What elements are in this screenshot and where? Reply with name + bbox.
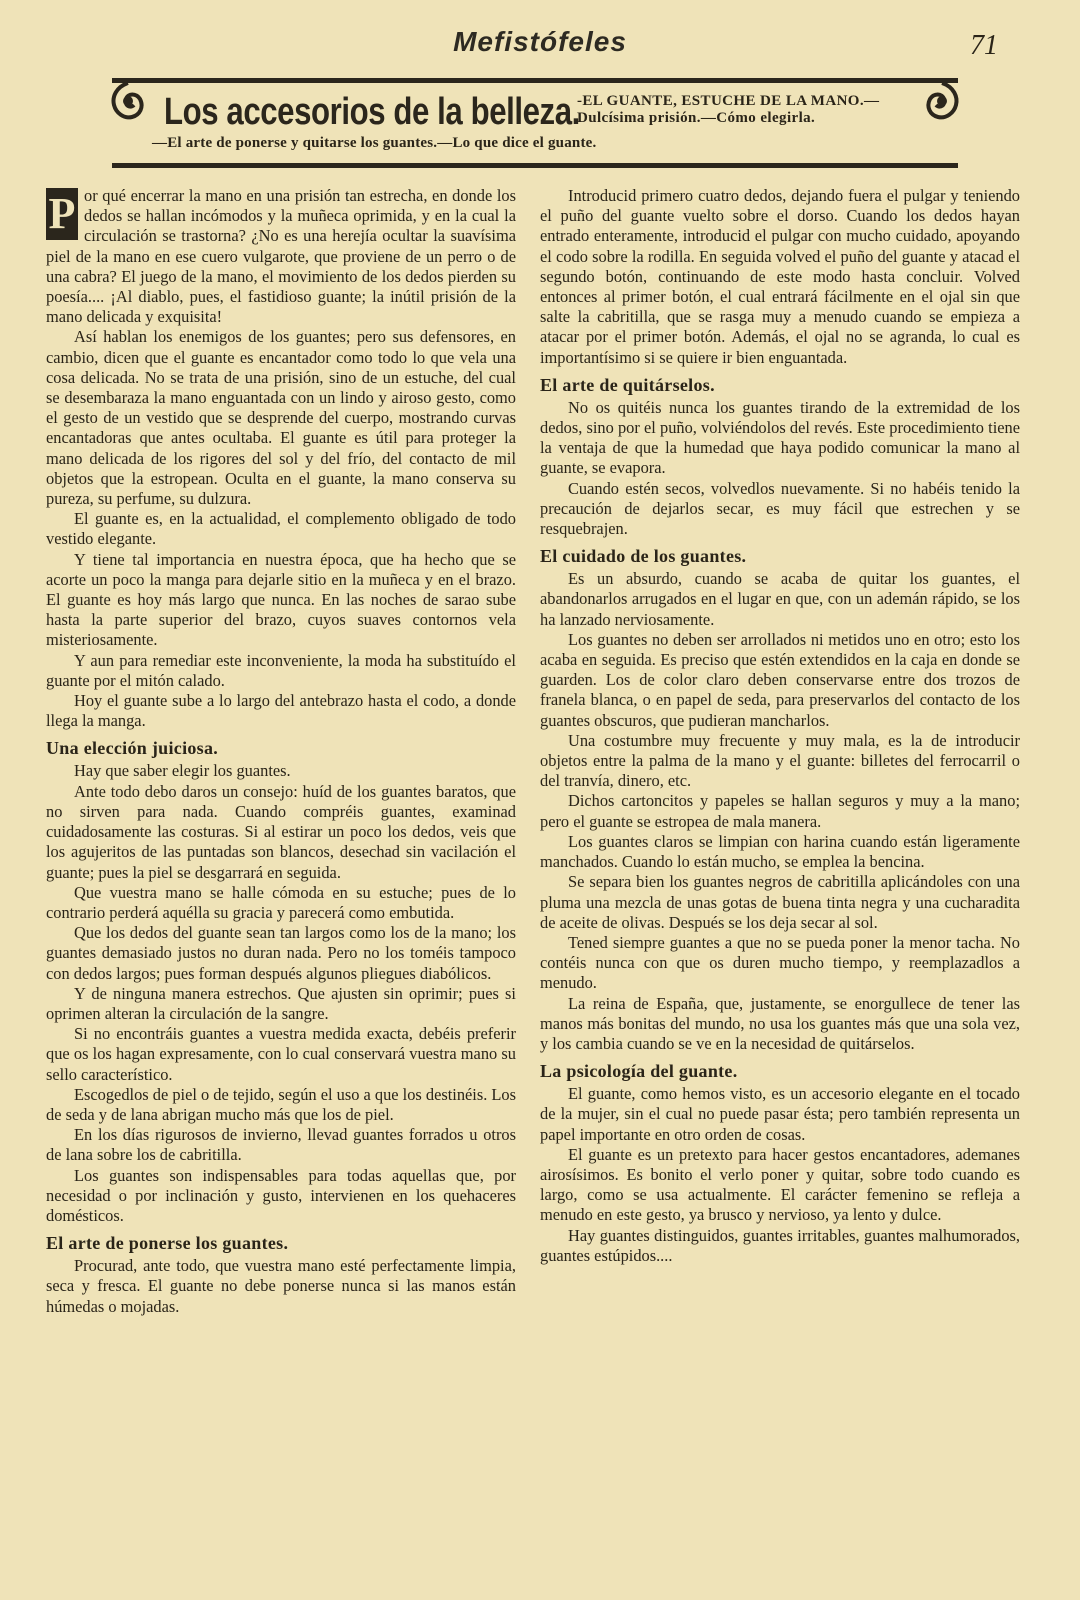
paragraph: Los guantes son indispensables para todas aquellas que, por necesidad o por inclinación y gusto, intervienen en los quehaceres domésticos. [46, 1165, 516, 1225]
paragraph: Y tiene tal importancia en nuestra época, que ha hecho que se acorte un poco la manga para dejarle sitio en la muñeca y en el brazo. El guante es hoy más largo que nunca. En las noches de sarao sube hasta la parte superior del brazo, cuyos suaves contornos vela misteriosamente. [46, 549, 516, 650]
page-number: 71 [970, 30, 998, 61]
section-heading: Una elección juiciosa. [46, 738, 219, 759]
paragraph: El guante es, en la actualidad, el complemento obligado de todo vestido elegante. [46, 509, 516, 549]
journal-title: Mefistófeles [453, 26, 627, 57]
paragraph: Escogedlos de piel o de tejido, según el uso a que los destinéis. Los de seda y de lana abrigan mucho más que los de piel. [46, 1084, 517, 1124]
paragraph: Ante todo debo daros un consejo: huíd de los guantes baratos, que no sirven para nada. Cuando compréis guantes, examinad cuidadosamente las costuras. Si al estirar un poco los dedos, veis que los agujeritos de las puntadas son blancos, desechad sin vacilación el guante; pues la piel se desgarrará en seguida. [46, 781, 516, 882]
paragraph-text: or qué encerrar la mano en una prisión tan estrecha, en donde los dedos se hallan incómodos y la muñeca oprimida, y en la cual la circulación se trastorna? ¿No es una herejía ocultar la suavísima piel de la mano en ese cuero vulgarote, que proviene de un perro o de una cabra? El juego de la mano, el movimiento de los dedos pierden su poesía.... ¡Al diablo, pues, el fastidioso guante; la inútil prisión de la mano delicada y exquisita! [46, 186, 516, 327]
fleuron-ornament-icon [920, 79, 964, 123]
paragraph: Si no encontráis guantes a vuestra medida exacta, debéis preferir que os los hagan expresamente, con lo cual conservará vuestra mano su sello característico. [46, 1024, 516, 1084]
paragraph: Cuando estén secos, volvedlos nuevamente. Si no habéis tenido la precaución de dejarlos secar, es muy fácil que estrechen y se resquebrajen. [540, 478, 1020, 539]
section-heading: La psicología del guante. [540, 1061, 738, 1082]
section-heading: El cuidado de los guantes. [540, 546, 747, 567]
paragraph: Procurad, ante todo, que vuestra mano esté perfectamente limpia, seca y fresca. El guante no debe ponerse nunca si las manos están húmedas o mojadas. [46, 1256, 516, 1316]
paragraph: Y aun para remediar este inconveniente, la moda ha substituído el guante por el mitón calado. [46, 650, 516, 690]
paragraph: Tened siempre guantes a que no se pueda poner la menor tacha. No contéis nunca con que os duren mucho tiempo, y reemplazadlos a menudo. [540, 932, 1020, 993]
paragraph: Se separa bien los guantes negros de cabritilla aplicándoles con una pluma una mezcla de unas gotas de buena tinta negra y una cucharadita de aceite de olivas. Después se los deja secar al sol. [540, 872, 1020, 932]
paragraph: Hay que saber elegir los guantes. [74, 761, 291, 781]
paragraph: El guante, como hemos visto, es un accesorio elegante en el tocado de la mujer, sin el cual no puede pasar ésta; pero también representa un papel importante en otro orden de cosas. [540, 1084, 1020, 1144]
article-subtitle-continued: —El arte de ponerse y quitarse los guantes.—Lo que dice el guante. [152, 135, 597, 151]
paragraph: Introducid primero cuatro dedos, dejando fuera el pulgar y teniendo el puño del guante vuelto sobre el dorso. Cuando los dedos hayan entrado enteramente, introducid el pulgar con mucho cuidado, apoyando el codo sobre la rodilla. En seguida volved el puño del guante y atacad el segundo botón, continuando de este modo hasta concluir. Volved entonces al primer botón, el cual entrará fácilmente en el ojal sin que salte la cabritilla, que se rasga muy a menudo cuando se empieza a atacar por el primer botón. Además, el ojal no se agranda, lo cual es importantísimo si se quiere ir bien enguantada. [540, 186, 1020, 367]
right-column [540, 186, 1020, 1266]
paragraph: Hay guantes distinguidos, guantes irritables, guantes malhumorados, guantes estúpidos.... [540, 1225, 1020, 1265]
paragraph: Y de ninguna manera estrechos. Que ajusten sin oprimir; pues si oprimen alteran la circulación de la sangre. [46, 983, 516, 1023]
paragraph: Que vuestra mano se halle cómoda en su estuche; pues de lo contrario perderá aquélla su gracia y parecerá como embutida. [46, 882, 516, 922]
paragraph: Los guantes no deben ser arrollados ni metidos uno en otro; esto los acaba en seguida. Es preciso que estén extendidos en la caja en donde se guarden. Los de color claro deben conservarse entre dos trozos de franela blanca, o en papel de seda, para preservarlos del contacto de los guantes obscuros, que pudieran mancharlos. [540, 629, 1020, 730]
paragraph: Una costumbre muy frecuente y muy mala, es la de introducir objetos entre la palma de la mano y el guante: billetes del ferrocarril o del tranvía, dinero, etc. [540, 730, 1020, 791]
paragraph: El guante es un pretexto para hacer gestos encantadores, ademanes airosísimos. Es bonito el verlo poner y quitar, sobre todo cuando es largo, como se usa actualmente. El carácter femenino se refleja a menudo en este gesto, ya brusco y nervioso, ya lento y dulce. [540, 1144, 1020, 1225]
section-heading: El arte de ponerse los guantes. [46, 1233, 289, 1254]
article-header [112, 78, 958, 168]
running-head [0, 26, 1080, 66]
left-column [46, 186, 516, 1317]
paragraph: En los días rigurosos de invierno, llevad guantes forrados u otros de lana sobre los de cabritilla. [46, 1125, 516, 1165]
section-heading: El arte de quitárselos. [540, 374, 715, 395]
paragraph: Es un absurdo, cuando se acaba de quitar los guantes, el abandonarlos arrugados en el lugar en que, con un ademán rápido, se los ha lanzado nerviosamente. [540, 569, 1020, 629]
article-subtitle: -EL GUANTE, ESTUCHE DE LA MANO.—Dulcísima prisión.—Cómo elegirla. [577, 93, 880, 126]
paragraph: Que los dedos del guante sean tan largos como los de la mano; los guantes demasiado justos no duran nada. Pero no los toméis tampoco con dedos largos; pues forman después algunos pliegues diabólicos. [46, 923, 516, 983]
paragraph: Dichos cartoncitos y papeles se hallan seguros y muy a la mano; pero el guante se estropea de mala manera. [540, 791, 1020, 831]
paragraph [46, 186, 516, 327]
paragraph: Así hablan los enemigos de los guantes; pero sus defensores, en cambio, dicen que el guante es encantador como todo lo que vela una cosa delicada. No se trata de una prisión, sino de un estuche, del cual se desembaraza la mano enguantada con un lindo y airoso gesto, como el gesto de un vestido que se desprende del cuerpo, mostrando curvas encantadoras que antes ocultaba. El guante es útil para proteger la mano delicada de los rigores del sol y del frío, del contacto de mil objetos que la estropean. Oculta en el guante, la mano conserva su pureza, su perfume, su dulzura. [46, 327, 516, 509]
drop-cap: P [46, 188, 78, 240]
paragraph: No os quitéis nunca los guantes tirando de la extremidad de los dedos, sino por el puño, volviéndolos del revés. Este procedimiento tiene la ventaja de que la humedad que haya podido comunicar la mano al guante, se evapora. [540, 397, 1020, 478]
article-title: Los accesorios de la belleza. [164, 91, 580, 133]
paragraph: La reina de España, que, justamente, se enorgullece de tener las manos más bonitas del mundo, no usa los guantes más que una sola vez, y los cambia cuando se ve en la necesidad de quitárselos. [540, 993, 1020, 1053]
fleuron-ornament-icon [106, 79, 150, 123]
paragraph: Los guantes claros se limpian con harina cuando están ligeramente manchados. Cuando lo están mucho, se emplea la bencina. [540, 831, 1020, 872]
paragraph: Hoy el guante sube a lo largo del antebrazo hasta el codo, a donde llega la manga. [46, 691, 516, 731]
